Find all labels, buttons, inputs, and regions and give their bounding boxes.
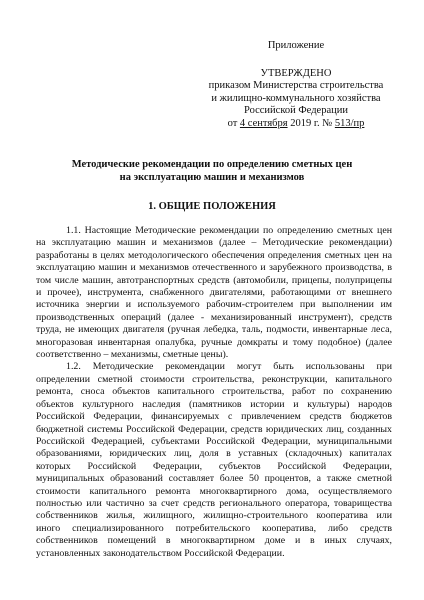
order-line-1: приказом Министерства строительства [208,80,384,92]
order-line-3: Российской Федерации [244,105,348,117]
text-line: труда, не имеющих двигателя (ручная лебедка, таль, подмости, инвентарные леса, [36,324,392,336]
order-date: 4 сентября [239,117,288,129]
text-line: Российской Федерации, финансируемых с привлечением средств бюджетов [36,411,392,423]
order-date-line [196,118,396,131]
text-line: разработаны в целях методологического обеспечения определения сметных цен на [36,249,392,261]
text-line: Российской Федерацией, субъектами Российской Федерации, муниципальными [36,435,392,447]
text-line: которых Российской Федерации, субъектов Российской Федерации, [36,460,392,472]
text-line: 1.2. Методические рекомендации могут быть использованы при [66,361,392,373]
text-line: на эксплуатацию машин и механизмов (далее – Методические рекомендации) [36,237,392,249]
text-line: и прочее), инструмента, снабженного двигателями, работающими от внешнего [36,287,392,299]
text-line: источника энергии и используемого рабочим-строителем при выполнении им [36,299,392,311]
text-line: 1.1. Настоящие Методические рекомендации по определению сметных цен [66,225,392,236]
text-line: муниципальных образований составляет более 50 процентов, а также сметной [36,473,392,485]
title-line-1: Методические рекомендации по определению сметных цен [71,159,353,170]
text-line: собственников жилья, жилищного, жилищно-строительного кооператива или [36,510,392,522]
text-line: объектов культурного наследия (памятников истории и культуры) народов [36,398,392,410]
number-prefix: № [322,117,333,129]
text-line: полностью или частично за счет средств регионального оператора, товарищества [36,497,392,509]
text-line: собственников помещений в многоквартирном доме и в иных случаях, [36,535,392,547]
paragraph-1-2 [36,361,392,560]
text-line: иного специализированного потребительского кооператива, либо средств [36,522,392,534]
order-line-2: и жилищно-коммунального хозяйства [211,92,381,104]
paragraph-1-1 [36,225,392,361]
approval-block [196,40,396,131]
text-line: многоразовая инвентарная опалубка, ручные домкраты и тому подобное) (далее [36,336,392,348]
text-line: установленных законодательством Российской Федерации. [36,547,285,559]
section-heading: 1. ОБЩИЕ ПОЛОЖЕНИЯ [148,201,276,212]
text-line: определении сметной стоимости строительства, реконструкции, капитального [36,373,392,385]
document-title [40,159,384,184]
text-line: том числе машин, автотранспортных средств (автомобили, прицепы, полуприцепы [36,274,392,286]
text-line: образованиями, юридических лиц, доля в уставных (складочных) капиталах [36,448,392,460]
document-body [36,225,392,560]
text-line: соответственно – механизмы, сметные цены). [36,349,229,361]
order-year: 2019 г. [290,117,320,129]
text-line: бюджетной системы Российской Федерации, средств юридических лиц, созданных [36,423,392,435]
text-line: ремонта, сноса объектов капитального строительства, работ по сохранению [36,386,392,398]
text-line: эксплуатацию машин и механизмов отечественного и зарубежного производства, в [36,262,392,274]
title-line-2: на эксплуатацию машин и механизмов [119,171,305,183]
text-line: производственных операций (далее - механизированный инструмент), средств [36,311,392,323]
order-number: 513/пр [334,117,365,129]
appendix-label: Приложение [267,40,325,51]
text-line: стоимости капитального ремонта многоквартирного дома, осуществляемого [36,485,392,497]
approved-label: УТВЕРЖДЕНО [260,67,332,79]
date-prefix: от [227,117,238,129]
